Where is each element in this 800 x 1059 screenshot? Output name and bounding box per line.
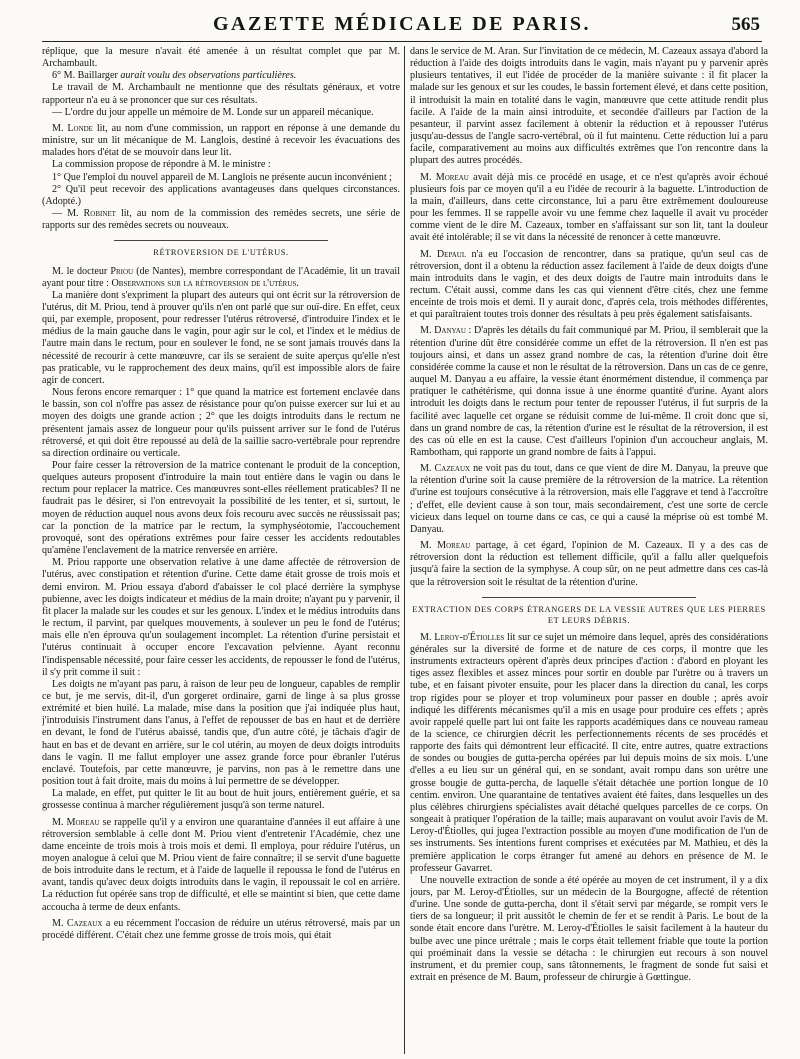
right-column xyxy=(410,46,768,1054)
speaker-name: M. Moreau xyxy=(420,171,469,183)
paragraph xyxy=(42,208,400,232)
paragraph: — L'ordre du jour appelle un mémoire de M. Londe sur un appareil mécanique. xyxy=(52,106,374,118)
speaker-name: M. Danyau xyxy=(420,325,466,337)
paragraph: M. Priou rapporte une observation relative à une dame affectée de rétroversion de l'utérus, avec constipation et rétention d'urine. Cette dame était grosse de trois mois et demi environ. M. Priou essaya d'abord d'abaisser le col placé derrière la symphyse pubienne, avec les doigts indicateur et médius de la main droite; n'ayant pu y parvenir, il fit placer la malade sur les coudes et sur les genoux. L'index et le médius introduits dans le rectum, il parvint, par quelques mouvements, à soulever un peu le fond de l'utérus; mais elle n'en éprouva qu'un soulagement incomplet. La rétention d'urine persistait et l'utérus continuait à occuper encore l'excavation pelvienne. Ayant reconnu l'indispensable nécessité, pour faire cesser les accidents, de repousser le fond de l'utérus, il s'y prit comme il suit : xyxy=(42,557,400,678)
speaker-name: M. Cazeaux xyxy=(420,463,471,475)
paragraph xyxy=(42,70,400,82)
text-run: lit, au nom d'une commission, un rapport en réponse à une demande du ministre, sur un lit mécanique de M. Langlois, destiné à recevoir les évacuations des malades hors d'état de se mouvoir dans leur lit. xyxy=(42,122,400,159)
text-run: (de Nantes), membre correspondant de l'Académie, lit un travail ayant pour titre : xyxy=(42,265,400,289)
text-run: avait déjà mis ce procédé en usage, et ce n'est qu'après avoir échoué plusieurs fois par ce moyen qu'il a eu l'idée de recourir à la baguette. L'introduction de la main, d'ailleurs, dans cette circonstance, lui a paru être extrêmement douloureuse pour les femmes. Il se rappelle avoir vu une femme chez laquelle il avait vu procéder comme vient de le dire M. Cazeaux, tomber en s'affaissant sur son lit, tant la douleur avait été intolérable; il se vit dans la nécessité de renoncer à cette manœuvre. xyxy=(410,171,768,244)
text-run: lit, au nom de la commission des remèdes secrets, une série de rapports sur des remèdes secrets ou nouveaux. xyxy=(42,208,400,232)
text-run: 6° M. Baillarger xyxy=(52,70,121,82)
paragraph xyxy=(42,123,400,159)
section-heading-line: ET LEURS DÉBRIS. xyxy=(547,615,631,625)
paragraph: réplique, que la mesure n'avait été amenée à un résultat complet que par M. Archambault. xyxy=(42,46,400,70)
paragraph: Les doigts ne m'ayant pas paru, à raison de leur peu de longueur, capables de remplir ce but, je me servis, dit-il, d'un gorgeret ordinaire, garni de linge à sa plus grosse extrémité et bien huilé. La malade, mise dans la position que j'ai indiquée plus haut, j'introduisis l'instrument dans l'anus, à l'effet de repousser de bas en haut et de derrière en devant, le fond de l'utérus abaissé, tandis que, d'un autre côté, je tâchais d'agir de haut en bas et de devant en arrière, sur le col utérin, au moyen de deux doigts introduits dans le vagin. Il me fallut employer une assez grande force pour ébranler l'utérus enclavé. Toutefois, par cette manœuvre, je parvins, non pas à le remettre dans une position tout à fait droite, mais du moins à lui permettre de se développer. xyxy=(42,678,400,788)
speaker-name: M. Leroy-d'Étiolles xyxy=(420,631,505,643)
paragraph xyxy=(42,817,400,914)
paragraph xyxy=(410,463,768,536)
speaker-name: M. Cazeaux xyxy=(52,917,103,929)
paragraph: Nous ferons encore remarquer : 1° que quand la matrice est fortement enclavée dans le bassin, son col n'offre pas assez de résistance pour qu'on puisse exercer sur lui et au moyen des doigts une grande action ; 2° que les doigts introduits dans le rectum ne présentent jamais assez de longueur pour qu'ils puissent arriver sur le fond de l'utérus rétroversé, et qui doit être repoussé au delà de la saillie sacro-vertébrale pour reprendre sa direction ordinaire ou verticale. xyxy=(42,387,400,459)
paragraph xyxy=(42,266,400,290)
text-run: se rappelle qu'il y a environ une quarantaine d'années il eut affaire à une rétroversion semblable à celle dont M. Priou vient d'entretenir l'Académie, chez une dame enceinte de trois mois à trois mois et demi. Il employa, pour réduire l'utérus, un moyen analogue à celui que M. Priou vient de faire connaître; il se servit d'une baguette de bois introduite dans le rectum, et à l'aide de laquelle il repoussa le fond de l'utérus en avant, tandis qu'avec deux doigts introduits dans le vagin, il repoussait le col en arrière. La réduction fut opérée sans trop de difficulté, et elle se maintint si bien, que cette dame accoucha à terme de deux enfants. xyxy=(42,816,400,913)
column-divider xyxy=(404,46,405,1054)
paper-title: Observations sur la rétroversion de l'utérus. xyxy=(111,277,299,289)
divider-line xyxy=(114,240,329,241)
paragraph: Le travail de M. Archambault ne mentionne que des résultats généraux, et votre rapporteur n'a eu à se prononcer que sur ces résultats. xyxy=(42,82,400,106)
divider-line xyxy=(482,597,697,598)
section-separator xyxy=(42,240,400,241)
speaker-name: M. Depaul xyxy=(420,248,467,260)
text-run: n'a eu l'occasion de rencontrer, dans sa pratique, qu'un seul cas de rétroversion, dont il a obtenu la réduction assez facilement à l'aide de deux doigts d'une main introduits dans le vagin, et des deux doigts de l'autre main introduits dans le rectum. C'était aussi, comme dans les cas qui viennent d'être cités, chez une femme enceinte de trois mois et demi. Il y aurait donc, d'après cela, trois méthodes différentes, et qui paraîtraient toutes trois donner des résultats à peu près également satisfaisants. xyxy=(410,248,768,321)
italic-text: aurait voulu des observations particulières. xyxy=(120,70,297,82)
text-run: a eu récemment l'occasion de réduire un utérus rétroversé, mais par un procédé différent. C'était chez une femme grosse de trois mois, qui était xyxy=(42,917,400,941)
text-run: partage, à cet égard, l'opinion de M. Cazeaux. Il y a des cas de rétroversion dont la réduction est tellement difficile, qu'il a fallu aller quelquefois jusqu'à faire la section de la symphyse. A coup sûr, on ne peut admettre dans ces cas-là que la rétroversion soit le résultat de la rétention d'urine. xyxy=(410,540,768,588)
paragraph xyxy=(410,325,768,459)
left-column xyxy=(42,46,400,1054)
page-number: 565 xyxy=(731,14,760,35)
speaker-name: Priou xyxy=(110,265,134,277)
paragraph: Pour faire cesser la rétroversion de la matrice contenant le produit de la conception, quelques auteurs proposent d'introduire la main tout entière dans le vagin ou dans le rectum pour replacer la matrice. Ces manœuvres sont-elles réellement praticables? Il ne faudrait pas le désirer, si l'on entrevoyait la possibilité de les tenter, et si, surtout, le moyen de réduction auquel nous avons deux fois recouru avec succès ne réussissait pas; car la ponction de la matrice par le rectum, la symphyséotomie, l'accouchement provoqué, sont des opérations extrêmes pour faire cesser les accidents redoutables qu'amène l'enclavement de la matrice renversée en arrière. xyxy=(42,460,400,557)
speaker-name: M. Moreau xyxy=(420,540,471,552)
paragraph: Une nouvelle extraction de sonde a été opérée au moyen de cet instrument, il y a dix jours, par M. Leroy-d'Étiolles, sur un médecin de la Bourgogne, affecté de rétention d'urine. Une sonde de gutta-percha, dont il s'était servi par mégarde, se rompit vers le tiers de sa longueur; il prit aussitôt le chemin de fer et se rendit à Paris. Le bout de la sonde était encore dans l'urètre. M. Leroy-d'Étiolles le saisit facilement à la hauteur du bulbe avec une pince urétrale ; mais le corps était tellement friable que toute la portion qui proéminait dans la vessie se détacha : le chirurgien eut recours à son nouvel instrument, et du premier coup, sans tâtonnements, le fragment de sonde fut saisi et extrait en présence de M. Baum, professeur de chirurgie à Gœttingue. xyxy=(410,874,768,984)
paragraph: dans le service de M. Aran. Sur l'invitation de ce médecin, M. Cazeaux assaya d'abord la réduction à l'aide des doigts introduits dans le vagin, mais n'ayant pu y parvenir après plusieurs tentatives, il eut l'idée de procéder de la manière suivante : il fit placer la malade sur les genoux et sur les coudes, le bassin fortement élevé, et dans cette position, il introduisit la main en totalité dans le vagin, manœuvre que cette attitude rendit plus facile. A l'aide de la main ainsi introduite, et secondée d'ailleurs par l'action de la pesanteur, il parvint assez facilement à obtenir la réduction et à repousser l'utérus jusqu'au-dessus de l'angle sacro-vertébral, où il fut maintenu. Cette réduction lui a paru facile, comparativement au moins aux difficultés extrêmes que l'on rencontre dans la plupart des autres procédés. xyxy=(410,46,768,167)
paragraph: La malade, en effet, put quitter le lit au bout de huit jours, entièrement guérie, et sa grossesse continua à marcher régulièrement jusqu'à son terme naturel. xyxy=(42,788,400,812)
page-header xyxy=(42,13,762,42)
speaker-name: M. Moreau xyxy=(52,816,100,828)
section-heading-line: EXTRACTION DES CORPS ÉTRANGERS DE LA VESSIE AUTRES QUE LES PIERRES xyxy=(412,604,766,614)
section-heading xyxy=(410,604,768,626)
text-run: M. le docteur xyxy=(52,265,111,277)
paragraph xyxy=(410,172,768,245)
paragraph xyxy=(42,918,400,942)
speaker-name: M. Londe xyxy=(52,122,93,134)
text-run: : D'après les détails du fait communiqué par M. Priou, il semblerait que la rétention d'urine dût être considérée comme un effet de la rétroversion. Il n'en est pas toujours ainsi, et dans un assez grand nombre de cas, la rétention d'urine doit être considérée comme la cause et non le résultat de la rétroversion. Dans un cas de ce genre, auquel M. Danyau a eu affaire, la vessie étant énormément distendue, il commença par pratiquer le cathétérisme, qui donna issue à une énorme quantité d'urine. Ayant alors introduit les doigts dans le rectum pour tenter de repousser l'utérus, il fut surpris de la facilité avec laquelle cet organe se réduisit comme de lui-même. Il croit donc que si, dans un grand nombre de cas, la rétention d'urine est le résultat de la rétroversion, il est des cas où elle en est la cause. C'est d'ailleurs l'opinion d'un accoucheur anglais, M. Rambotham, qui rapporte un grand nombre de faits à l'appui. xyxy=(410,325,768,458)
section-separator xyxy=(410,597,768,598)
paragraph xyxy=(410,249,768,322)
speaker-name: — M. Robinet xyxy=(52,208,116,220)
paragraph: La manière dont s'expriment la plupart des auteurs qui ont écrit sur la rétroversion de l'utérus, dit M. Priou, tend à prouver qu'ils n'en ont parlé que sur ouï-dire. En effet, ceux qui, par exemple, proposent, pour redresser l'utérus rétroversé, d'introduire l'index et le médius de la main gauche dans le vagin, pour agir sur le col, et l'index et le médius de l'autre main dans le rectum, pour en soulever le fond, ne se sont jamais trouvés dans la nécessité de recourir à cette manœuvre, car ils se seraient de suite aperçus qu'elle n'est pas praticable, vu le rapprochement des deux mains, qu'il est impossible alors de faire agir de concert. xyxy=(42,289,400,386)
paragraph: La commission propose de répondre à M. le ministre : xyxy=(52,159,271,171)
section-heading: RÉTROVERSION DE L'UTÉRUS. xyxy=(153,248,289,258)
journal-title: GAZETTE MÉDICALE DE PARIS. xyxy=(212,13,592,35)
paragraph xyxy=(410,540,768,589)
text-run: ne voit pas du tout, dans ce que vient de dire M. Danyau, la preuve que la rétention d'urine soit la cause première de la rétroversion de la matrice. La rétention d'urine est toujours consécutive à la rétroversion, mais elle l'aggrave et tend à l'accroître ; d'effet, elle devient cause à son tour, mais secondairement, c'est une sorte de cercle vicieux dans lequel on tourne dans ce cas, ce qui a causé la méprise où est tombé M. Danyau. xyxy=(410,463,768,535)
paragraph: 1° Que l'emploi du nouvel appareil de M. Langlois ne présente aucun inconvénient ; xyxy=(52,171,392,183)
paragraph: 2° Qu'il peut recevoir des applications avantageuses dans quelques circonstances. (Adopté.) xyxy=(42,183,400,207)
text-run: lit sur ce sujet un mémoire dans lequel, après des considérations générales sur la diversité de forme et de nature de ces corps, il montre que les instruments extracteurs opèrent d'après deux principes d'action : d'abord en ployant les tiges assez flexibles et assez minces pour sortir en double par l'urètre ou à travers un tube, et en faisant pivoter ensuite, pour les placer dans la direction du canal, les corps trop rigides pour se ployer et trop volumineux pour passer en double ; après avoir indiqué les différents mécanismes qu'il a mis en usage pour produire ces effets ; après avoir rappelé quelle part lui ont faite les rapports académiques dans ce nouveau rameau de la science, ce chirurgien décrit les perfectionnements récents de ses procédés et rapporte des faits qui démontrent leur efficacité. Il cite, entre autres, quatre extractions de sondes ou bougies de gutta-percha opérées par lui depuis moins de six mois. L'une d'elles a eu lieu sur un général qui, en se sondant, avait rompu dans son urètre une grosse bougie de gutta-percha, de laquelle s'était détachée une portion longue de 10 centim. environ. Une quarantaine de tentatives avaient été faites, dans lesquelles un des plus célèbres chirurgiens spécialistes avait détaché quelques parcelles de ce corps. On songeait à pratiquer l'opération de la taille; mais auparavant on voulut avoir l'avis de M. Leroy-d'Étiolles, qui jugea l'extraction possible au moyen d'une modification de l'un de ses instruments. Ses intentions furent comprises et exécutées par M. Mathieu, et dès la première application le corps étranger fut amené au dehors en présence de M. le professeur Gavarret. xyxy=(410,631,768,874)
paragraph xyxy=(410,632,768,875)
